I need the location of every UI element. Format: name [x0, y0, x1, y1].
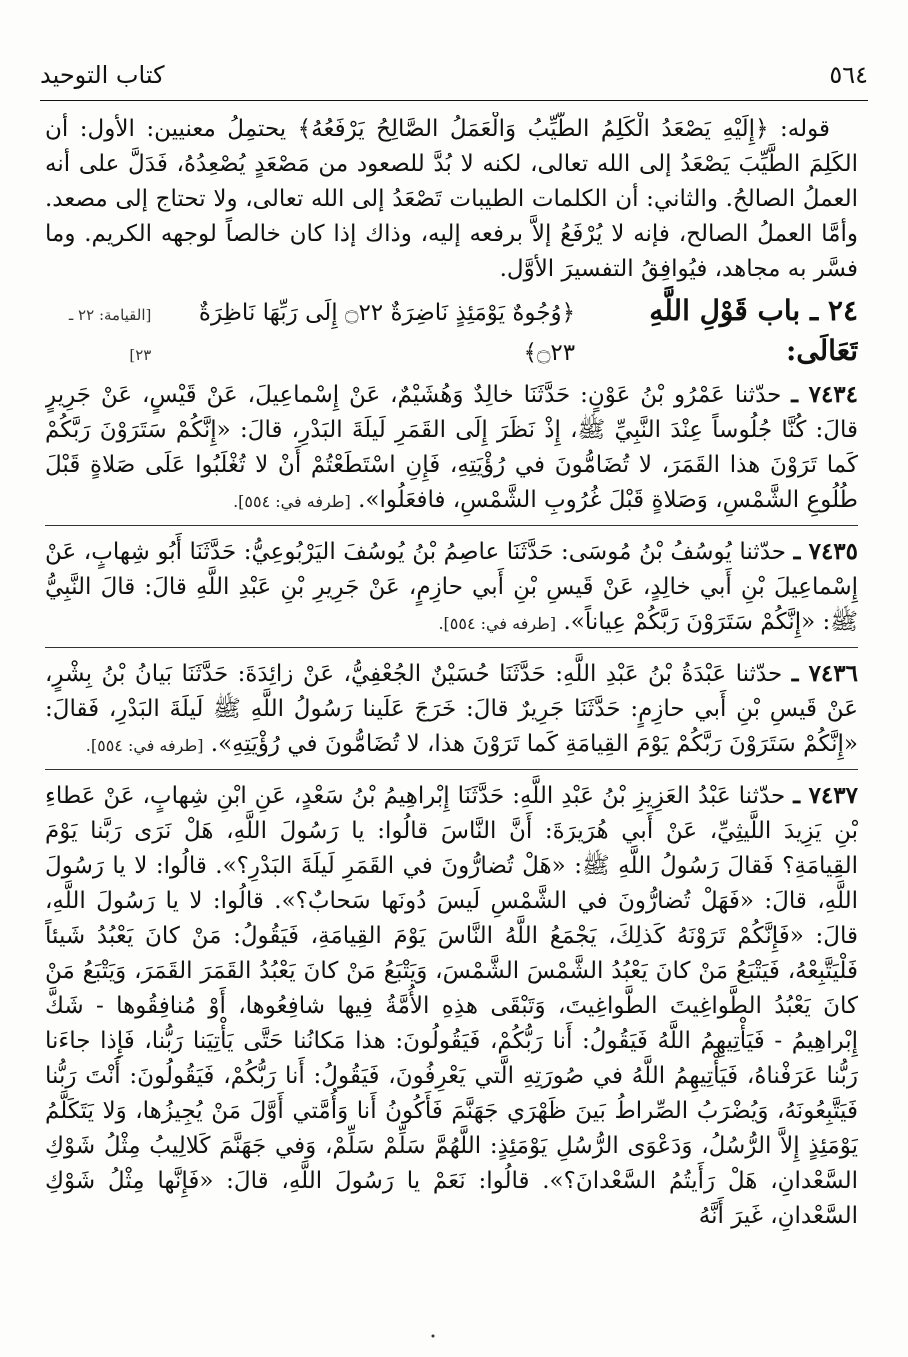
page-header [40, 55, 868, 95]
chapter-reference: [القيامة: ٢٢ ـ ٢٣] [68, 306, 152, 364]
hadith-separator [45, 647, 858, 648]
hadith-reference: [طرفه في: ٥٥٤]. [438, 614, 557, 633]
chapter-title: ٢٤ ـ باب قَوْلِ اللَّهِ تَعَالَى: [649, 294, 858, 367]
chapter-heading [45, 291, 858, 375]
intro-text: قوله: ﴿إِلَيْهِ يَصْعَدُ الْكَلِمُ الطَّيِّبُ وَالْعَمَلُ الصَّالِحُ يَرْفَعُهُ﴾ يحتمِلُ معنيين: الأول: أن الكَلِمَ الطَّيِّبَ يَصْعَدُ إلى الله تعالى، لكنه لا بُدَّ للصعود من مَصْعَدٍ يُصْعِدُهُ، فَدَلَّ على أنه العملُ الصالحُ. والثاني: أن الكلمات الطيبات تَصْعَدُ إلى الله تعالى، ولا تحتاج إلى مصعد. وأمَّا العملُ الصالح، فإنه لا يُرْفَعُ إلاَّ برفعه إليه، وذاك إذا كان خالصاً لوجهه الكريم. وما فسَّر به مجاهد، فيُوافِقُ التفسيرَ الأوَّل. [45, 116, 858, 282]
header-rule [40, 100, 868, 101]
hadith-number: ٧٤٣٤ ـ [791, 381, 858, 408]
hadith-separator [45, 525, 858, 526]
hadith-number: ٧٤٣٥ ـ [793, 538, 858, 565]
hadith-separator [45, 769, 858, 770]
hadith-text: حدّثنا عَمْرُو بْنُ عَوْنٍ: حَدَّثَنَا خالِدٌ وَهُشَيْمٌ، عَنْ إِسْماعِيلَ، عَنْ قَيْسٍ، عَنْ جَرِيرٍ قالَ: كُنَّا جُلُوساً عِنْدَ النَّبِيِّ ﷺ، إِذْ نَظَرَ إِلَى القَمَرِ لَيلَةَ البَدْرِ، قالَ: «إِنَّكُمْ سَتَرَوْنَ رَبَّكُمْ كَما تَرَوْنَ هذا القَمَرَ، لا تُضَامُّونَ في رُؤْيَتِهِ، فَإِنِ اسْتَطَعْتُمْ أَنْ لا تُغْلَبُوا عَلَى صَلاةٍ قَبْلَ طُلُوعِ الشَّمْسِ، وَصَلاةٍ قَبْلَ غُرُوبِ الشَّمْسِ، فافعَلُوا». [45, 382, 858, 513]
hadith-paragraph [45, 778, 858, 1235]
hadith-reference: [طرفه في: ٥٥٤]. [85, 736, 204, 755]
hadith-text: حدّثنا يُوسُفُ بْنُ مُوسَى: حَدَّثَنَا عاصِمُ بْنُ يُوسُفَ اليَرْبُوعِيُّ: حَدَّثَنَا أَبُو شِهابٍ، عَنْ إِسْماعِيلَ بْنِ أَبي خالِدٍ، عَنْ قَيسِ بْنِ أَبي حازِمٍ، عَنْ جَرِيرِ بْنِ عَبْدِ اللَّهِ قالَ: قالَ النَّبِيُّ ﷺ: «إِنَّكُمْ سَتَرَوْنَ رَبَّكُمْ عِياناً». [45, 539, 858, 635]
hadith-paragraph [45, 377, 858, 519]
hadith-block [45, 778, 858, 1235]
hadith-number: ٧٤٣٧ ـ [793, 782, 858, 809]
hadith-block [45, 656, 858, 763]
hadith-text: حدّثنا عَبْدَةُ بْنُ عَبْدِ اللَّهِ: حَدَّثَنَا حُسَيْنٌ الجُعْفِيُّ، عَنْ زائِدَةَ: حَدَّثَنَا بَيانُ بْنُ بِشْرٍ، عَنْ قَيسِ بْنِ أَبي حازِمٍ: حَدَّثَنَا جَرِيرٌ قالَ: خَرَجَ عَلَينا رَسُولُ اللَّهِ ﷺ لَيلَةَ البَدْرِ، فَقالَ: «إِنَّكُمْ سَتَرَوْنَ رَبَّكُمْ يَوْمَ القِيامَةِ كَما تَرَوْنَ هذا، لا تُضَامُّونَ في رُؤْيَتِهِ». [45, 661, 858, 757]
intro-paragraph [45, 112, 858, 287]
hadith-number: ٧٤٣٦ ـ [791, 660, 858, 687]
page-number: ٥٦٤ [829, 61, 868, 89]
chapter-verse: ﴿وُجُوهٌ يَوْمَئِذٍ نَاضِرَةٌ ۝٢٢ إِلَى رَبِّهَا نَاظِرَةٌ ۝٢٣﴾ [198, 300, 576, 366]
hadith-text: حدّثنا عَبْدُ العَزِيزِ بْنُ عَبْدِ اللَّهِ: حَدَّثَنَا إِبْراهِيمُ بْنُ سَعْدٍ، عَنِ ابْنِ شِهابٍ، عَنْ عَطاءِ بْنِ يَزِيدَ اللَّيثِيِّ، عَنْ أَبي هُرَيرَةَ: أَنَّ النَّاسَ قالُوا: يا رَسُولَ اللَّهِ، هَلْ نَرَى رَبَّنا يَوْمَ القِيامَةِ؟ فَقالَ رَسُولُ اللَّهِ ﷺ: «هَلْ تُضارُّونَ في القَمَرِ لَيلَةَ البَدْرِ؟». قالُوا: لا يا رَسُولَ اللَّهِ، قالَ: «فَهَلْ تُضارُّونَ في الشَّمْسِ لَيسَ دُونَها سَحابٌ؟». قالُوا: لا يا رَسُولَ اللَّهِ، قالَ: «فَإِنَّكُمْ تَرَوْنَهُ كَذلِكَ، يَجْمَعُ اللَّهُ النَّاسَ يَوْمَ القِيامَةِ، فَيَقُولُ: مَنْ كانَ يَعْبُدُ شَيئاً فَلْيَتَّبِعْهُ، فَيَتْبَعُ مَنْ كانَ يَعْبُدُ الشَّمْسَ الشَّمْسَ، وَيَتْبَعُ مَنْ كانَ يَعْبُدُ القَمَرَ القَمَرَ، وَيَتْبَعُ مَنْ كانَ يَعْبُدُ الطَّواغِيتَ الطَّواغِيتَ، وَتَبْقَى هذِهِ الأُمَّةُ فِيها شافِعُوها، أَوْ مُنافِقُوها - شَكَّ إِبْراهِيمُ - فَيَأْتِيهِمُ اللَّهُ فَيَقُولُ: أَنا رَبُّكُمْ، فَيَقُولُونَ: هذا مَكانُنا حَتَّى يَأْتِيَنا رَبُّنا، فَإِذا جاءَنا رَبُّنا عَرَفْناهُ، فَيَأْتِيهِمُ اللَّهُ في صُورَتِهِ الَّتي يَعْرِفُونَ، فَيَقُولُ: أَنا رَبُّكُمْ، فَيَقُولُونَ: أَنْتَ رَبُّنا فَيَتَّبِعُونَهُ، وَيُضْرَبُ الصِّراطُ بَينَ ظَهْرَي جَهَنَّمَ فَأَكُونُ أَنا وَأُمَّتي أَوَّلَ مَنْ يُجِيزُها، وَلا يَتَكَلَّمُ يَوْمَئِذٍ إِلاَّ الرُّسُلُ، وَدَعْوَى الرُّسُلِ يَوْمَئِذٍ: اللَّهُمَّ سَلِّمْ سَلِّمْ، وَفي جَهَنَّمَ كَلالِيبُ مِثْلُ شَوْكِ السَّعْدانِ، هَلْ رَأَيتُمُ السَّعْدانَ؟». قالُوا: نَعَمْ يا رَسُولَ اللَّهِ، قالَ: «فَإِنَّها مِثْلُ شَوْكِ السَّعْدانِ، غَيرَ أَنَّهُ [45, 783, 858, 1229]
hadith-reference: [طرفه في: ٥٥٤]. [233, 492, 351, 511]
page-content [45, 112, 858, 1337]
hadith-block [45, 534, 858, 641]
hadith-paragraph [45, 656, 858, 763]
hadith-block [45, 377, 858, 519]
hadith-paragraph [45, 534, 858, 641]
footer-dot [430, 1333, 436, 1339]
book-title: كتاب التوحيد [40, 61, 165, 89]
